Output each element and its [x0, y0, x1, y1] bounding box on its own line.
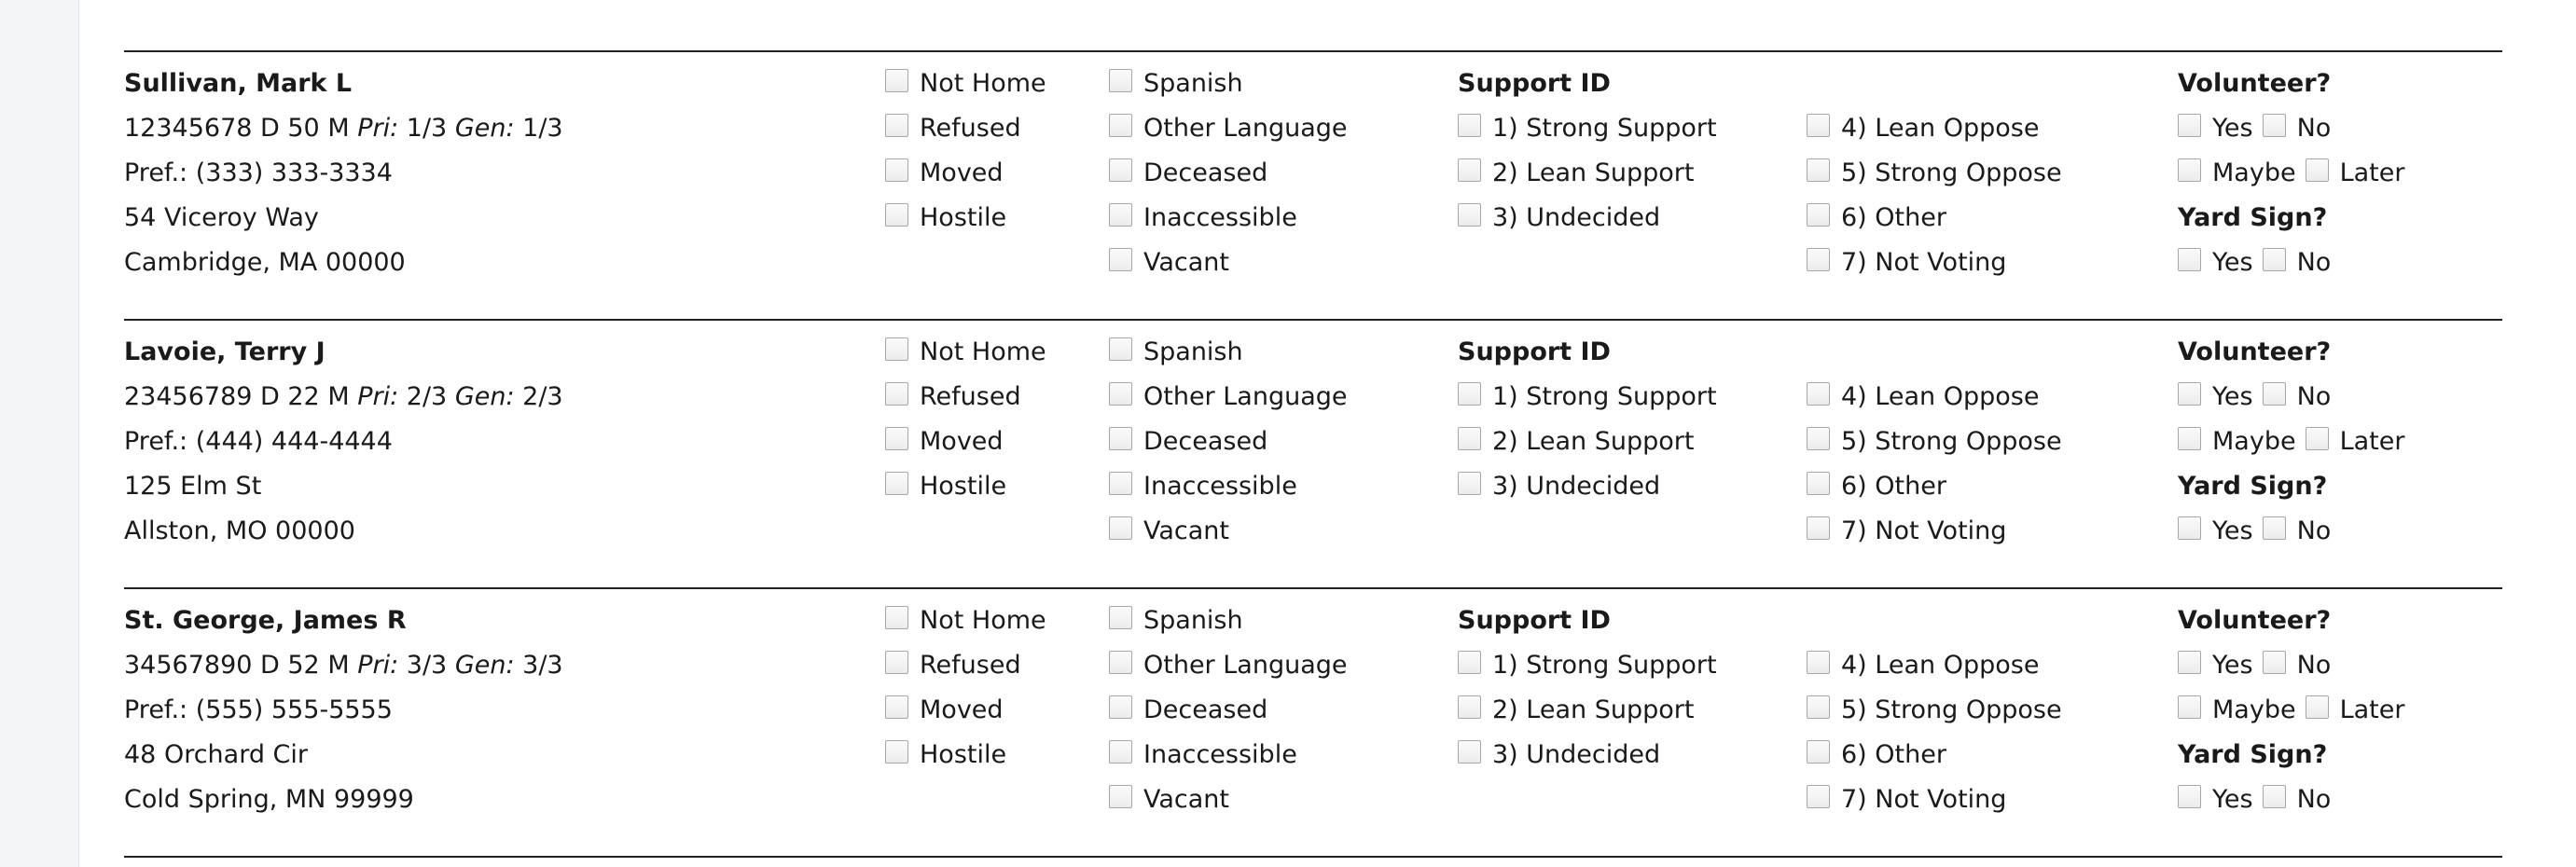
general-history: 1/3 — [514, 114, 563, 143]
support-4-label: 4) Lean Oppose — [1841, 651, 2040, 680]
volunteer-option — [2178, 380, 2331, 414]
empty-checkbox-icon[interactable] — [885, 382, 908, 406]
empty-checkbox-icon[interactable] — [885, 695, 908, 719]
yard-sign-header: Yard Sign? — [2178, 472, 2328, 501]
voter-id-party-age-sex: 12345678 D 50 M — [124, 114, 358, 143]
support-id-header: Support ID — [1458, 606, 1611, 635]
contact-not-home[interactable] — [885, 336, 1046, 369]
support-7[interactable] — [1807, 246, 2006, 280]
support-3[interactable] — [1458, 470, 1660, 503]
support-2[interactable] — [1458, 694, 1694, 727]
empty-checkbox-icon[interactable] — [1807, 472, 1830, 495]
empty-checkbox-icon[interactable] — [885, 337, 908, 361]
contact-other-language-label: Other Language — [1143, 114, 1348, 143]
empty-checkbox-icon[interactable] — [1807, 651, 1830, 674]
support-6-label: 6) Other — [1841, 740, 1946, 769]
general-label: Gen: — [454, 382, 515, 411]
support-2[interactable] — [1458, 425, 1694, 459]
yard-sign-option-no-label: No — [2296, 785, 2332, 814]
empty-checkbox-icon[interactable] — [1109, 516, 1132, 540]
support-2-label: 2) Lean Support — [1492, 695, 1695, 724]
contact-refused-label: Refused — [920, 114, 1021, 143]
volunteer-option-no-label: No — [2296, 651, 2332, 680]
contact-vacant-label: Vacant — [1143, 516, 1230, 545]
contact-deceased[interactable] — [1109, 425, 1267, 459]
contact-inaccessible-label: Inaccessible — [1143, 740, 1297, 769]
contact-other-language[interactable] — [1109, 380, 1348, 414]
primary-label: Pri: — [357, 114, 399, 143]
contact-spanish[interactable] — [1109, 604, 1243, 638]
support-6[interactable] — [1807, 470, 1946, 503]
contact-moved[interactable] — [885, 157, 1004, 190]
empty-checkbox-icon[interactable] — [2263, 651, 2286, 674]
contact-moved-label: Moved — [920, 695, 1004, 724]
yard-sign-option — [2178, 515, 2331, 548]
empty-checkbox-icon[interactable] — [1807, 516, 1830, 540]
support-1-label: 1) Strong Support — [1492, 382, 1717, 411]
contact-not-home[interactable] — [885, 604, 1046, 638]
support-1[interactable] — [1458, 112, 1717, 145]
empty-checkbox-icon[interactable] — [1807, 785, 1830, 808]
voter-city: Cambridge, MA 00000 — [124, 248, 406, 277]
volunteer-option-later-label: Later — [2339, 695, 2405, 724]
empty-checkbox-icon[interactable] — [1458, 203, 1481, 227]
support-2[interactable] — [1458, 157, 1694, 190]
voter-details — [124, 380, 563, 414]
primary-history: 3/3 — [398, 651, 455, 680]
support-1-label: 1) Strong Support — [1492, 651, 1717, 680]
primary-history: 2/3 — [398, 382, 455, 411]
empty-checkbox-icon[interactable] — [1458, 695, 1481, 719]
support-5-label: 5) Strong Oppose — [1841, 695, 2062, 724]
empty-checkbox-icon[interactable] — [2263, 516, 2286, 540]
volunteer-option-maybe-label: Maybe — [2212, 427, 2296, 456]
volunteer-option — [2178, 112, 2331, 145]
support-3[interactable] — [1458, 201, 1660, 235]
empty-checkbox-icon[interactable] — [885, 606, 908, 629]
support-7-label: 7) Not Voting — [1841, 248, 2007, 277]
voter-phone: Pref.: (444) 444-4444 — [124, 427, 393, 456]
empty-checkbox-icon[interactable] — [1109, 740, 1132, 764]
empty-checkbox-icon[interactable] — [2263, 785, 2286, 808]
contact-refused-label: Refused — [920, 651, 1021, 680]
empty-checkbox-icon[interactable] — [885, 427, 908, 450]
support-1[interactable] — [1458, 649, 1717, 682]
contact-other-language-label: Other Language — [1143, 651, 1348, 680]
empty-checkbox-icon[interactable] — [1109, 695, 1132, 719]
voter-city: Cold Spring, MN 99999 — [124, 785, 414, 814]
empty-checkbox-icon[interactable] — [2306, 695, 2329, 719]
support-6-label: 6) Other — [1841, 472, 1946, 501]
empty-checkbox-icon[interactable] — [2178, 695, 2201, 719]
empty-checkbox-icon[interactable] — [1458, 114, 1481, 137]
voter-id-party-age-sex: 23456789 D 22 M — [124, 382, 358, 411]
volunteer-option-maybe-label: Maybe — [2212, 695, 2296, 724]
empty-checkbox-icon[interactable] — [1458, 427, 1481, 450]
contact-moved[interactable] — [885, 694, 1004, 727]
contact-refused[interactable] — [885, 649, 1021, 682]
contact-hostile[interactable] — [885, 470, 1006, 503]
voter-name: St. George, James R — [124, 606, 407, 635]
empty-checkbox-icon[interactable] — [1458, 740, 1481, 764]
empty-checkbox-icon[interactable] — [1458, 472, 1481, 495]
contact-inaccessible-label: Inaccessible — [1143, 203, 1297, 232]
contact-moved[interactable] — [885, 425, 1004, 459]
volunteer-header: Volunteer? — [2178, 606, 2332, 635]
volunteer-option-yes-label: Yes — [2212, 382, 2253, 411]
contact-deceased[interactable] — [1109, 694, 1267, 727]
support-7[interactable] — [1807, 515, 2006, 548]
support-7-label: 7) Not Voting — [1841, 516, 2007, 545]
general-history: 2/3 — [514, 382, 563, 411]
empty-checkbox-icon[interactable] — [1109, 203, 1132, 227]
contact-spanish[interactable] — [1109, 336, 1243, 369]
empty-checkbox-icon[interactable] — [1807, 114, 1830, 137]
empty-checkbox-icon[interactable] — [885, 158, 908, 182]
contact-refused[interactable] — [885, 112, 1021, 145]
volunteer-option — [2178, 694, 2404, 727]
empty-checkbox-icon[interactable] — [1458, 651, 1481, 674]
empty-checkbox-icon[interactable] — [1109, 472, 1132, 495]
empty-checkbox-icon[interactable] — [885, 651, 908, 674]
empty-checkbox-icon[interactable] — [1807, 740, 1830, 764]
contact-not-home[interactable] — [885, 67, 1046, 101]
volunteer-header: Volunteer? — [2178, 337, 2332, 366]
voter-street: 125 Elm St — [124, 472, 262, 501]
empty-checkbox-icon[interactable] — [1109, 382, 1132, 406]
empty-checkbox-icon[interactable] — [1109, 248, 1132, 271]
volunteer-option-no-label: No — [2296, 382, 2332, 411]
empty-checkbox-icon[interactable] — [885, 203, 908, 227]
yard-sign-option — [2178, 783, 2331, 817]
contact-inaccessible[interactable] — [1109, 470, 1297, 503]
contact-spanish-label: Spanish — [1143, 69, 1243, 98]
support-5[interactable] — [1807, 157, 2062, 190]
primary-label: Pri: — [357, 382, 399, 411]
support-id-header: Support ID — [1458, 69, 1611, 98]
empty-checkbox-icon[interactable] — [1109, 651, 1132, 674]
empty-checkbox-icon[interactable] — [885, 114, 908, 137]
support-7[interactable] — [1807, 783, 2006, 817]
empty-checkbox-icon[interactable] — [2306, 158, 2329, 182]
contact-other-language-label: Other Language — [1143, 382, 1348, 411]
support-2-label: 2) Lean Support — [1492, 158, 1695, 187]
support-6[interactable] — [1807, 201, 1946, 235]
empty-checkbox-icon[interactable] — [1807, 382, 1830, 406]
support-6[interactable] — [1807, 738, 1946, 772]
empty-checkbox-icon[interactable] — [2178, 427, 2201, 450]
contact-spanish-label: Spanish — [1143, 337, 1243, 366]
divider-rule — [124, 50, 2502, 52]
empty-checkbox-icon[interactable] — [1109, 606, 1132, 629]
empty-checkbox-icon[interactable] — [885, 69, 908, 92]
contact-other-language[interactable] — [1109, 112, 1348, 145]
contact-deceased-label: Deceased — [1143, 695, 1268, 724]
contact-hostile-label: Hostile — [920, 203, 1007, 232]
voter-id-party-age-sex: 34567890 D 52 M — [124, 651, 358, 680]
voter-record — [79, 56, 2576, 326]
support-5[interactable] — [1807, 694, 2062, 727]
yard-sign-header: Yard Sign? — [2178, 740, 2328, 769]
empty-checkbox-icon[interactable] — [2178, 651, 2201, 674]
empty-checkbox-icon[interactable] — [2306, 427, 2329, 450]
contact-refused[interactable] — [885, 380, 1021, 414]
support-3-label: 3) Undecided — [1492, 203, 1661, 232]
yard-sign-option-no-label: No — [2296, 248, 2332, 277]
support-3-label: 3) Undecided — [1492, 472, 1661, 501]
contact-moved-label: Moved — [920, 427, 1004, 456]
voter-street: 54 Viceroy Way — [124, 203, 319, 232]
contact-not-home-label: Not Home — [920, 337, 1046, 366]
empty-checkbox-icon[interactable] — [1458, 382, 1481, 406]
support-4[interactable] — [1807, 649, 2039, 682]
general-label: Gen: — [454, 651, 515, 680]
volunteer-option-maybe-label: Maybe — [2212, 158, 2296, 187]
support-5-label: 5) Strong Oppose — [1841, 158, 2062, 187]
empty-checkbox-icon[interactable] — [2178, 516, 2201, 540]
empty-checkbox-icon[interactable] — [1458, 158, 1481, 182]
support-7-label: 7) Not Voting — [1841, 785, 2007, 814]
yard-sign-option — [2178, 246, 2331, 280]
contact-not-home-label: Not Home — [920, 69, 1046, 98]
support-1[interactable] — [1458, 380, 1717, 414]
voter-phone: Pref.: (333) 333-3334 — [124, 158, 393, 187]
empty-checkbox-icon[interactable] — [1109, 337, 1132, 361]
empty-checkbox-icon[interactable] — [1109, 69, 1132, 92]
empty-checkbox-icon[interactable] — [1109, 427, 1132, 450]
empty-checkbox-icon[interactable] — [2178, 785, 2201, 808]
voter-street: 48 Orchard Cir — [124, 740, 309, 769]
empty-checkbox-icon[interactable] — [885, 472, 908, 495]
contact-not-home-label: Not Home — [920, 606, 1046, 635]
general-label: Gen: — [454, 114, 515, 143]
contact-inaccessible-label: Inaccessible — [1143, 472, 1297, 501]
yard-sign-option-yes-label: Yes — [2212, 785, 2253, 814]
yard-sign-option-no-label: No — [2296, 516, 2332, 545]
contact-hostile[interactable] — [885, 738, 1006, 772]
contact-vacant[interactable] — [1109, 783, 1229, 817]
contact-deceased-label: Deceased — [1143, 427, 1268, 456]
empty-checkbox-icon[interactable] — [1807, 248, 1830, 271]
voter-details — [124, 112, 563, 145]
contact-spanish[interactable] — [1109, 67, 1243, 101]
support-1-label: 1) Strong Support — [1492, 114, 1717, 143]
empty-checkbox-icon[interactable] — [2263, 248, 2286, 271]
support-2-label: 2) Lean Support — [1492, 427, 1695, 456]
empty-checkbox-icon[interactable] — [1109, 158, 1132, 182]
contact-deceased-label: Deceased — [1143, 158, 1268, 187]
volunteer-option — [2178, 157, 2404, 190]
contact-inaccessible[interactable] — [1109, 738, 1297, 772]
support-id-header: Support ID — [1458, 337, 1611, 366]
support-4[interactable] — [1807, 380, 2039, 414]
general-history: 3/3 — [514, 651, 563, 680]
volunteer-option-later-label: Later — [2339, 427, 2405, 456]
empty-checkbox-icon[interactable] — [1807, 158, 1830, 182]
walk-sheet-page — [78, 0, 2576, 867]
empty-checkbox-icon[interactable] — [2178, 248, 2201, 271]
support-4-label: 4) Lean Oppose — [1841, 114, 2040, 143]
contact-hostile[interactable] — [885, 201, 1006, 235]
yard-sign-option-yes-label: Yes — [2212, 516, 2253, 545]
support-5[interactable] — [1807, 425, 2062, 459]
support-3[interactable] — [1458, 738, 1660, 772]
contact-hostile-label: Hostile — [920, 472, 1007, 501]
volunteer-header: Volunteer? — [2178, 69, 2332, 98]
volunteer-option — [2178, 425, 2404, 459]
contact-hostile-label: Hostile — [920, 740, 1007, 769]
empty-checkbox-icon[interactable] — [2263, 382, 2286, 406]
voter-name: Lavoie, Terry J — [124, 337, 325, 366]
volunteer-option-no-label: No — [2296, 114, 2332, 143]
contact-deceased[interactable] — [1109, 157, 1267, 190]
empty-checkbox-icon[interactable] — [885, 740, 908, 764]
empty-checkbox-icon[interactable] — [2178, 158, 2201, 182]
support-3-label: 3) Undecided — [1492, 740, 1661, 769]
voter-record — [79, 324, 2576, 595]
empty-checkbox-icon[interactable] — [2178, 114, 2201, 137]
voter-name: Sullivan, Mark L — [124, 69, 353, 98]
contact-spanish-label: Spanish — [1143, 606, 1243, 635]
volunteer-option-later-label: Later — [2339, 158, 2405, 187]
volunteer-option — [2178, 649, 2331, 682]
yard-sign-option-yes-label: Yes — [2212, 248, 2253, 277]
contact-refused-label: Refused — [920, 382, 1021, 411]
yard-sign-header: Yard Sign? — [2178, 203, 2328, 232]
empty-checkbox-icon[interactable] — [1109, 114, 1132, 137]
primary-label: Pri: — [357, 651, 399, 680]
empty-checkbox-icon[interactable] — [2263, 114, 2286, 137]
support-6-label: 6) Other — [1841, 203, 1946, 232]
voter-phone: Pref.: (555) 555-5555 — [124, 695, 393, 724]
volunteer-option-yes-label: Yes — [2212, 114, 2253, 143]
voter-city: Allston, MO 00000 — [124, 516, 355, 545]
empty-checkbox-icon[interactable] — [1807, 695, 1830, 719]
voter-record — [79, 593, 2576, 863]
contact-other-language[interactable] — [1109, 649, 1348, 682]
contact-vacant[interactable] — [1109, 246, 1229, 280]
contact-inaccessible[interactable] — [1109, 201, 1297, 235]
support-4-label: 4) Lean Oppose — [1841, 382, 2040, 411]
voter-details — [124, 649, 563, 682]
empty-checkbox-icon[interactable] — [2178, 382, 2201, 406]
volunteer-option-yes-label: Yes — [2212, 651, 2253, 680]
empty-checkbox-icon[interactable] — [1807, 427, 1830, 450]
contact-vacant-label: Vacant — [1143, 248, 1230, 277]
empty-checkbox-icon[interactable] — [1109, 785, 1132, 808]
support-5-label: 5) Strong Oppose — [1841, 427, 2062, 456]
contact-vacant-label: Vacant — [1143, 785, 1230, 814]
contact-vacant[interactable] — [1109, 515, 1229, 548]
empty-checkbox-icon[interactable] — [1807, 203, 1830, 227]
primary-history: 1/3 — [398, 114, 455, 143]
support-4[interactable] — [1807, 112, 2039, 145]
contact-moved-label: Moved — [920, 158, 1004, 187]
